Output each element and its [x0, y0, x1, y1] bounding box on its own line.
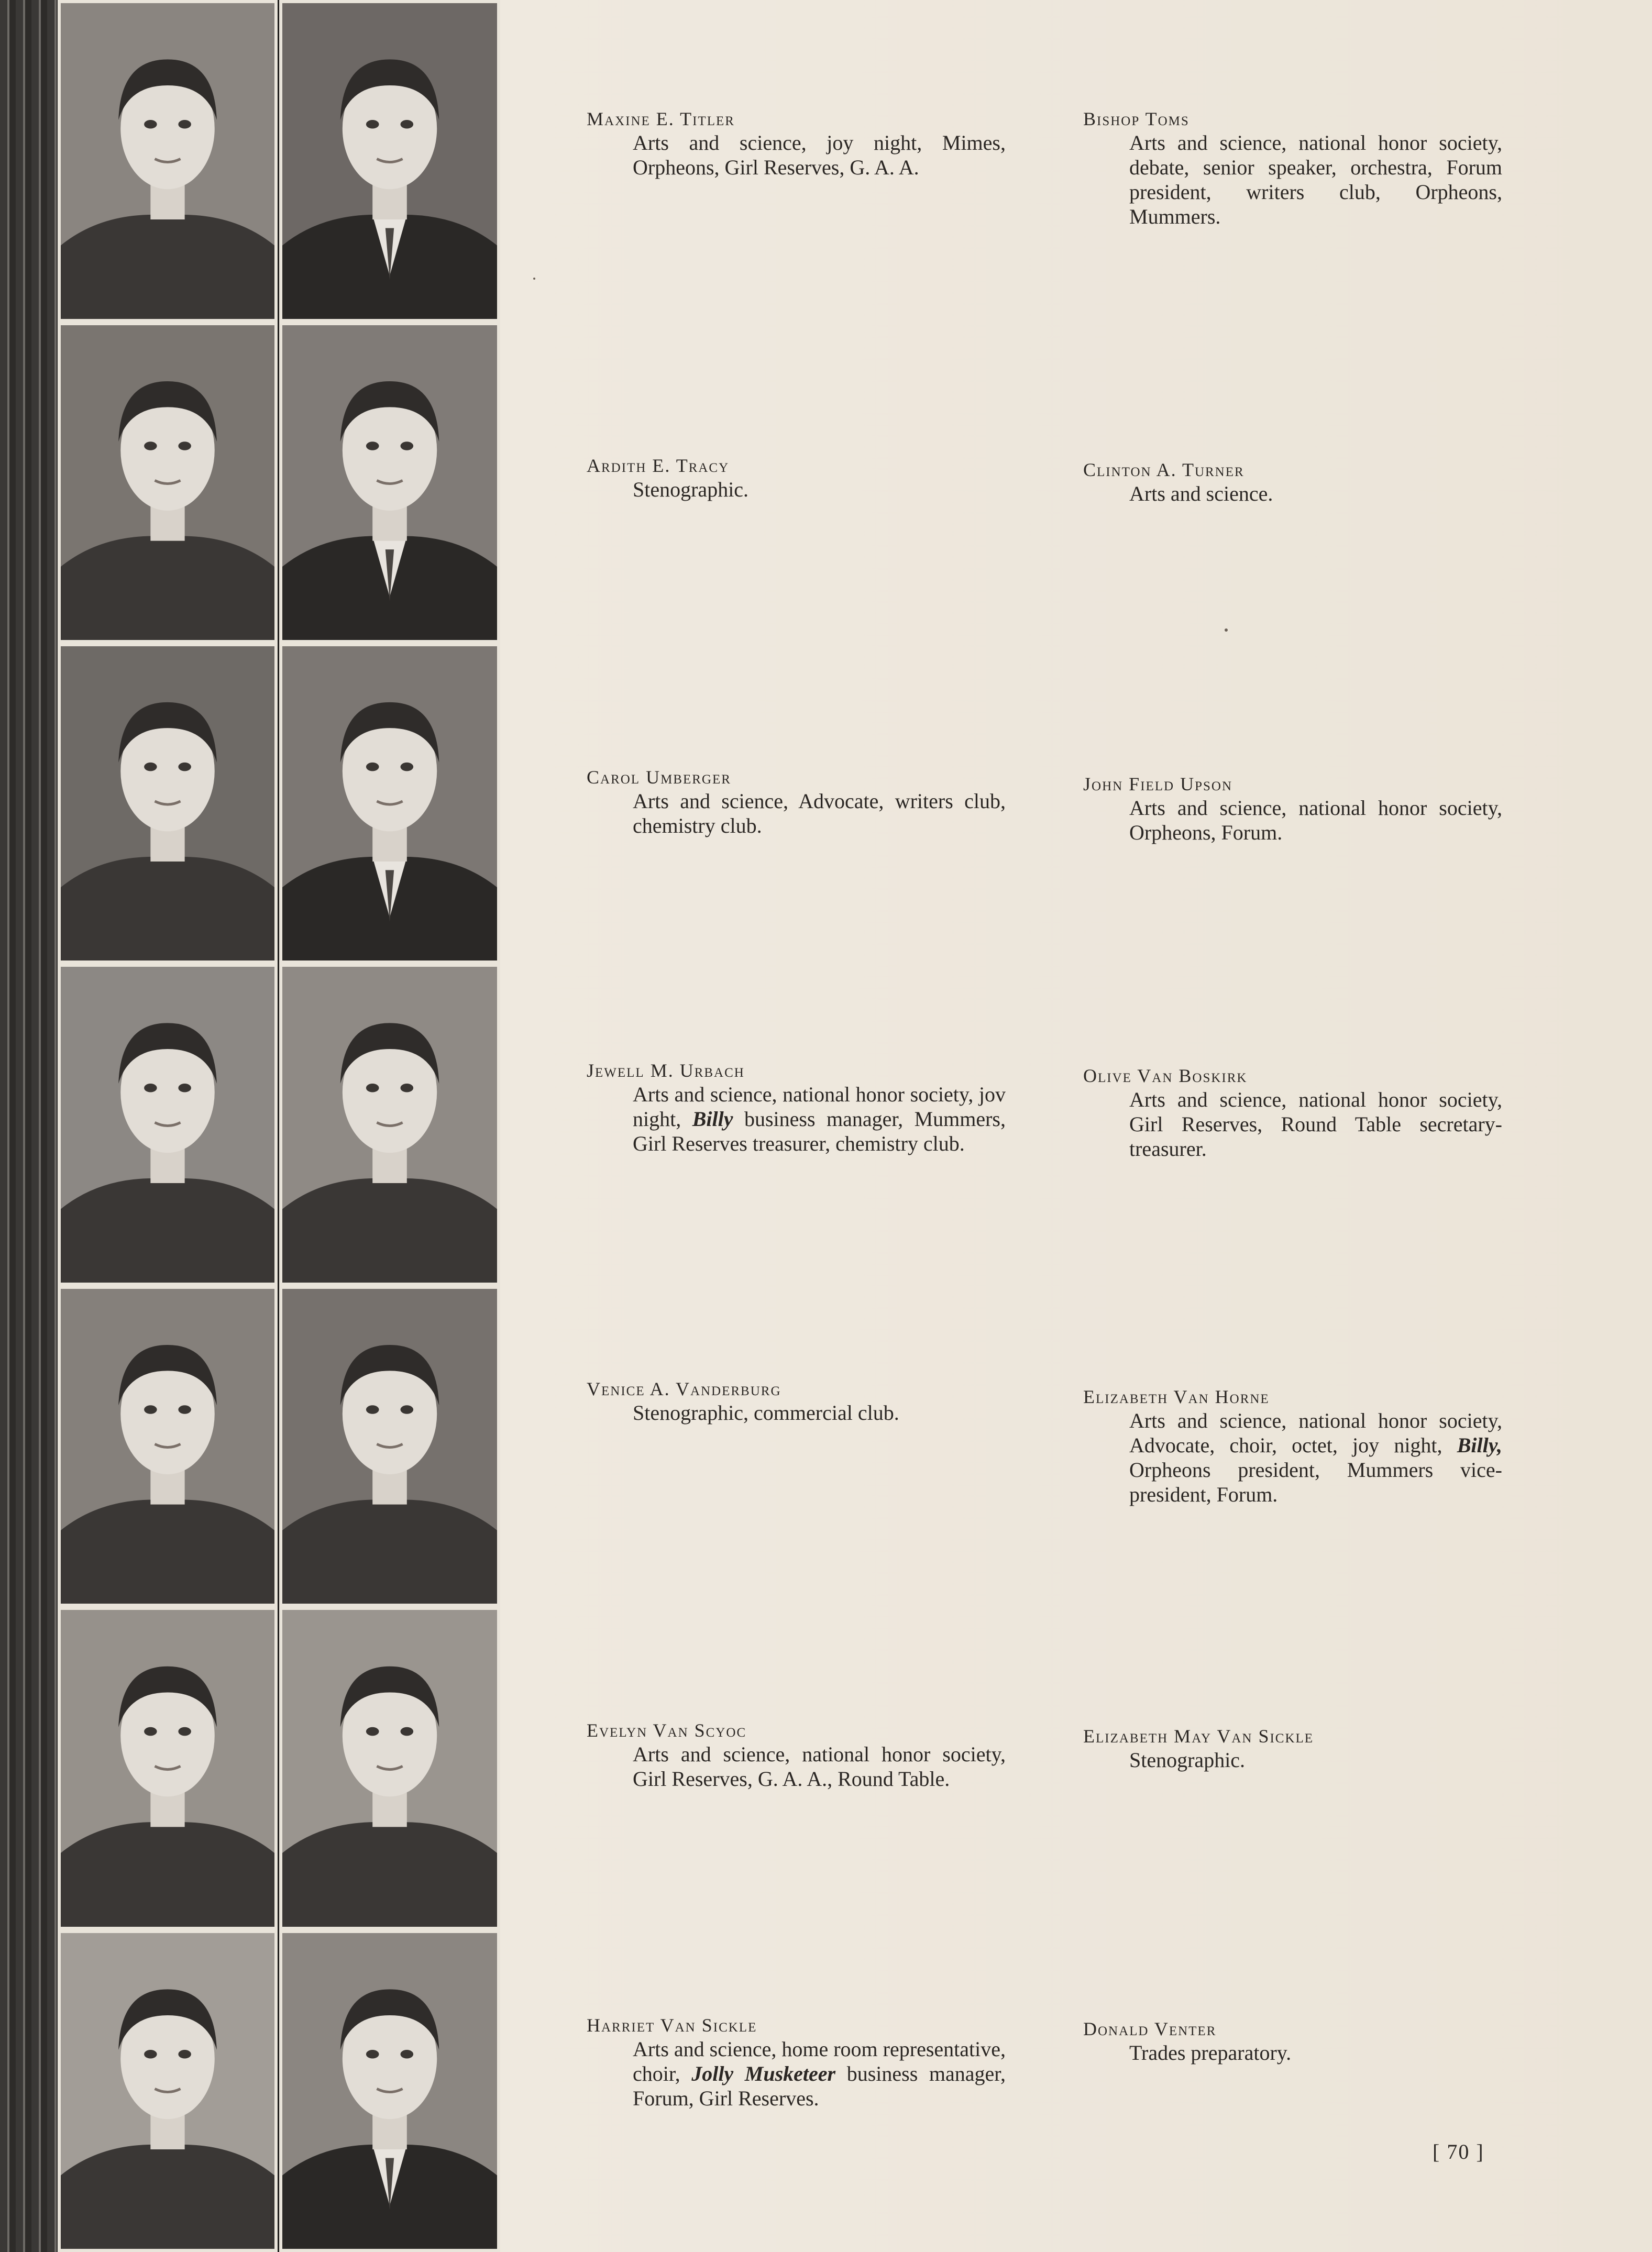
student-activities — [1129, 481, 1502, 506]
activities-text: Arts and science, home room representative, choir, — [633, 2037, 1006, 2085]
portrait-vanderburg — [58, 1286, 278, 1607]
activities-text: Stenographic, commercial club. — [633, 1401, 899, 1425]
activities-text: Orpheons president, Mummers vice-president, Forum. — [1129, 1458, 1502, 1506]
activities-text: Stenographic. — [633, 478, 749, 501]
portrait-van-horne — [279, 1286, 500, 1607]
paper-speck — [533, 278, 535, 280]
student-entry — [587, 2014, 1006, 2111]
student-name: Donald Venter — [1083, 2018, 1217, 2039]
paper-speck — [1225, 628, 1228, 632]
portrait-van-sickle-h — [58, 1930, 278, 2252]
student-name: Olive Van Boskirk — [1083, 1065, 1248, 1086]
portrait-turner — [279, 322, 500, 643]
portrait-van-sickle-e — [279, 1607, 500, 1930]
portrait-van-boskirk — [279, 964, 500, 1286]
student-activities — [1129, 2040, 1502, 2065]
portrait-venter — [279, 1930, 500, 2252]
student-activities — [633, 1400, 1006, 1425]
student-entry — [1083, 458, 1502, 506]
student-name: Carol Umberger — [587, 767, 731, 788]
student-entry — [1083, 2017, 1502, 2065]
portrait-tracy — [58, 322, 278, 643]
student-name: Elizabeth May Van Sickle — [1083, 1726, 1314, 1747]
student-entry — [1083, 1064, 1502, 1161]
book-binding — [0, 0, 58, 2252]
activities-text: business manager, Forum, Girl Reserves. — [633, 2062, 1006, 2110]
activities-text: Arts and science, national honor society, Girl Reserves, G. A. A., Round Table. — [633, 1742, 1006, 1791]
student-entry — [1083, 1385, 1502, 1507]
student-activities — [633, 789, 1006, 838]
student-activities — [1129, 1748, 1502, 1772]
student-name: Evelyn Van Scyoc — [587, 1720, 747, 1741]
portrait-titler — [58, 0, 278, 322]
student-name: Bishop Toms — [1083, 108, 1190, 129]
activities-text: Arts and science. — [1129, 482, 1273, 505]
portrait-upson — [279, 643, 500, 964]
student-name: Maxine E. Titler — [587, 108, 735, 129]
student-activities — [633, 1742, 1006, 1791]
activities-text: Trades preparatory. — [1129, 2041, 1292, 2065]
student-activities — [633, 1082, 1006, 1156]
student-activities — [1129, 796, 1502, 845]
student-activities — [1129, 1087, 1502, 1161]
student-entry — [1083, 107, 1502, 229]
portrait-urbach — [58, 964, 278, 1286]
student-name: Elizabeth Van Horne — [1083, 1386, 1270, 1407]
student-entry — [1083, 1725, 1502, 1772]
activities-text: Arts and science, Advocate, writers club, chemistry club. — [633, 789, 1006, 837]
student-activities — [633, 130, 1006, 180]
student-name: Clinton A. Turner — [1083, 459, 1244, 480]
photo-strip — [58, 0, 500, 2252]
student-entry — [587, 1719, 1006, 1791]
publication-title: Jolly Musketeer — [691, 2062, 836, 2085]
student-name: Harriet Van Sickle — [587, 2015, 757, 2036]
activities-text: Arts and science, joy night, Mimes, Orpheons, Girl Reserves, G. A. A. — [633, 131, 1006, 179]
portrait-toms — [279, 0, 500, 322]
student-activities — [1129, 130, 1502, 229]
activities-text: business manager, Mummers, Girl Reserves treasurer, chemistry club. — [633, 1107, 1006, 1155]
student-activities — [1129, 1408, 1502, 1507]
activities-text: Arts and science, national honor society, debate, senior speaker, orchestra, Forum president, writers club, Orpheons, Mummers. — [1129, 131, 1502, 228]
activities-text: Stenographic. — [1129, 1748, 1246, 1772]
student-entry — [587, 1377, 1006, 1425]
student-activities — [633, 2037, 1006, 2111]
student-entry — [587, 454, 1006, 502]
page-number: [ 70 ] — [1433, 2140, 1484, 2163]
student-activities — [633, 477, 1006, 502]
activities-text: Arts and science, national honor society, Advocate, choir, octet, joy night, — [1129, 1409, 1502, 1457]
student-entry — [587, 107, 1006, 180]
portrait-umberger — [58, 643, 278, 964]
activities-text: Arts and science, national honor society, Orpheons, Forum. — [1129, 796, 1502, 844]
student-entry — [587, 766, 1006, 838]
portrait-van-scyoc — [58, 1607, 278, 1930]
activities-text: Arts and science, national honor society, jov night, — [633, 1083, 1006, 1131]
student-name: John Field Upson — [1083, 774, 1233, 794]
student-entry — [1083, 772, 1502, 845]
activities-text: Arts and science, national honor society, Girl Reserves, Round Table secretary-treasurer. — [1129, 1088, 1502, 1161]
student-name: Ardith E. Tracy — [587, 455, 730, 476]
student-entry — [587, 1059, 1006, 1156]
student-name: Venice A. Vanderburg — [587, 1378, 781, 1399]
publication-title: Billy, — [1457, 1433, 1502, 1457]
student-name: Jewell M. Urbach — [587, 1060, 745, 1081]
publication-title: Billy — [692, 1107, 733, 1131]
